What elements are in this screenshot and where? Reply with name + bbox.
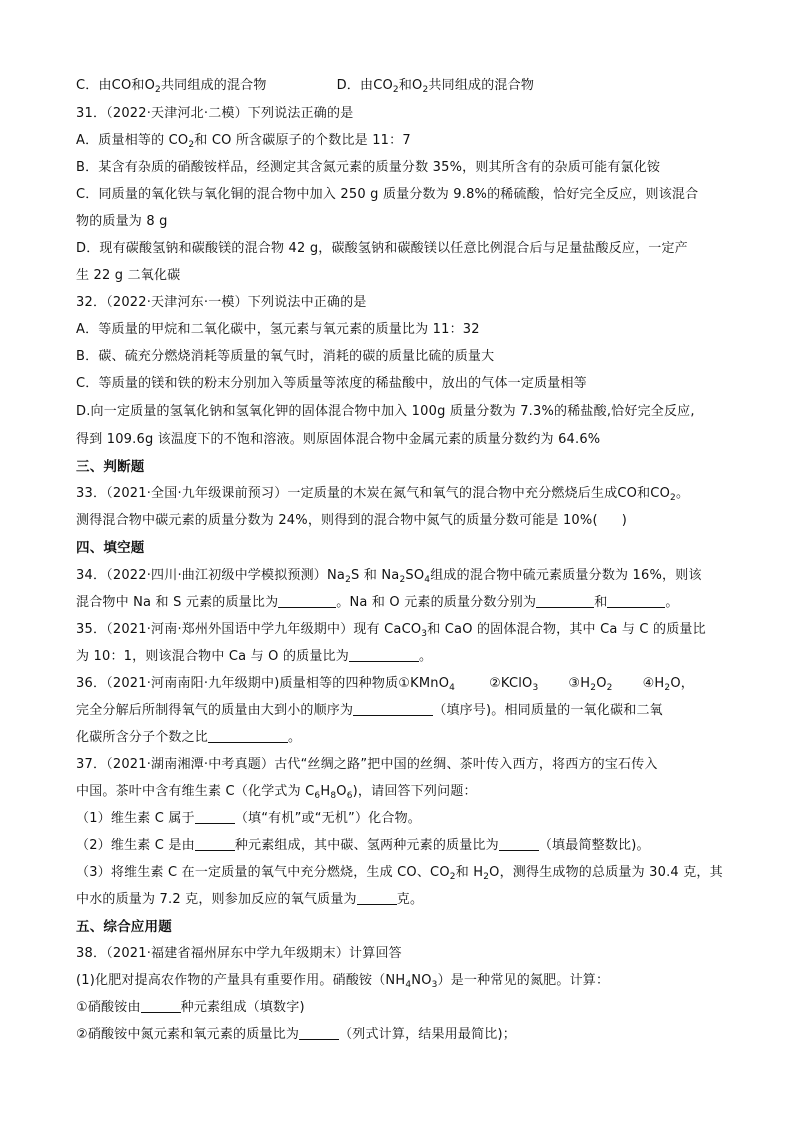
- question-37-part1: [76, 809, 736, 829]
- text: 测得混合物中碳元素的质量分数为 24%，则得到的混合物中氮气的质量分数可能是 10%(: [76, 513, 598, 528]
- text: 化碳所含分子个数之比: [76, 730, 209, 745]
- text: 。: [665, 595, 679, 610]
- text: （3）将维生素 C 在一定质量的氧气中充分燃烧，生成 CO、CO: [76, 865, 450, 880]
- question-35-line2: [76, 647, 736, 667]
- q31-option-c-line1: C．同质量的氧化铁与氧化铜的混合物中加入 250 g 质量分数为 9.8%的稀硫酸，恰好完全反应，则该混合: [76, 187, 699, 202]
- subscript: 2: [155, 85, 161, 95]
- subscript: 2: [449, 872, 456, 882]
- question-36-line1: [76, 674, 736, 694]
- text: 和 CaO 的固体混合物，其中 Ca 与 C 的质量比: [427, 622, 706, 637]
- text: 和 CO 所含碳原子的个数比是 11：7: [194, 133, 411, 148]
- answer-blank[interactable]: [195, 809, 235, 824]
- text: 种元素组成（填数字): [180, 1000, 305, 1015]
- question-33-line1: [76, 484, 736, 504]
- subscript: 2: [670, 493, 676, 503]
- subscript: 2: [606, 683, 613, 693]
- text: 共同组成的混合物: [428, 78, 535, 93]
- text: ）是一种常见的氮肥。计算：: [437, 973, 610, 988]
- text: )，请回答下列问题：: [352, 784, 477, 799]
- subscript: 4: [449, 683, 456, 693]
- q31-option-b: B．某含有杂质的硝酸铵样品，经测定其含氮元素的质量分数 35%，则其所含有的杂质可能有氯化铵: [76, 160, 661, 175]
- answer-blank[interactable]: [353, 701, 433, 716]
- text: 中国。茶叶中含有维生素 C（化学式为 C: [76, 784, 315, 799]
- subscript: 2: [392, 85, 399, 95]
- subscript: 8: [330, 791, 337, 801]
- question-33-line2: [76, 511, 736, 531]
- text: 。: [418, 649, 433, 664]
- text: （填“有机”或“无机”）化合物。: [234, 811, 421, 826]
- subscript: 6: [346, 791, 353, 801]
- text: 35．（2021·河南·郑州外国语中学九年级期中）现有 CaCO: [76, 622, 422, 637]
- text: 和 H: [455, 865, 484, 880]
- text: O: [336, 784, 347, 799]
- text: C．由CO和O: [76, 78, 156, 93]
- question-38-sub2: [76, 1025, 736, 1045]
- text: 和: [594, 595, 608, 610]
- subscript: 4: [424, 575, 431, 585]
- text: ②硝酸铵中氮元素和氧元素的质量比为: [76, 1027, 300, 1042]
- text: ): [621, 513, 628, 528]
- subscript: 3: [421, 629, 428, 639]
- answer-blank[interactable]: [299, 1025, 339, 1040]
- text: 。: [288, 730, 302, 745]
- subscript: 2: [664, 683, 671, 693]
- answer-blank[interactable]: [208, 728, 288, 743]
- text: 33．（2021·全国·九年级课前预习）一定质量的木炭在氮气和氧气的混合物中充分燃烧后生成CO和CO: [76, 486, 671, 501]
- subscript: 3: [532, 683, 539, 693]
- q32-option-d-line2: 得到 109.6g 该温度下的不饱和溶液。则原固体混合物中金属元素的质量分数约为 64.6%: [76, 432, 601, 447]
- answer-blank[interactable]: [357, 890, 397, 905]
- question-31-stem: 31．（2022·天津河北·二模）下列说法正确的是: [76, 106, 354, 121]
- answer-blank[interactable]: [607, 593, 665, 608]
- text: 完全分解后所制得氧气的质量由大到小的顺序为: [76, 703, 354, 718]
- section-judgement-heading: 三、判断题: [76, 459, 145, 475]
- answer-blank[interactable]: [499, 836, 539, 851]
- text: D．由CO: [336, 78, 393, 93]
- question-36-line3: [76, 728, 736, 748]
- subscript: 2: [483, 872, 490, 882]
- text: (1)化肥对提高农作物的产量具有重要作用。硝酸铵（NH: [76, 973, 406, 988]
- text: 组成的混合物中硫元素质量分数为 16%，则该: [430, 568, 702, 583]
- answer-blank[interactable]: [141, 998, 181, 1013]
- question-34-line2: [76, 593, 736, 613]
- q31-option-c-line2: 物的质量为 8 g: [76, 214, 168, 229]
- question-35-line1: [76, 620, 736, 640]
- text: H: [320, 784, 331, 799]
- subscript: 2: [345, 575, 352, 585]
- question-34-line1: [76, 566, 736, 586]
- q31-option-d-line1: D．现有碳酸氢钠和碳酸镁的混合物 42 g，碳酸氢钠和碳酸镁以任意比例混合后与足量盐酸反应，一定产: [76, 241, 688, 256]
- question-37-part2: [76, 836, 736, 856]
- text: （填最简整数比)。: [538, 838, 650, 853]
- section-fill-blank-heading: 四、填空题: [76, 540, 145, 556]
- answer-blank[interactable]: [349, 647, 419, 662]
- question-37-line1: 37．（2021·湖南湘潭·中考真题）古代“丝绸之路”把中国的丝绸、茶叶传入西方，将西方的宝石传入: [76, 757, 658, 772]
- text: 。: [675, 486, 690, 501]
- q32-option-b: B．碳、硫充分燃烧消耗等质量的氧气时，消耗的碳的质量比硫的质量大: [76, 349, 495, 364]
- text: 为 10：1，则该混合物中 Ca 与 O 的质量比为: [76, 649, 349, 664]
- text: （1）维生素 C 属于: [76, 811, 195, 826]
- text: （填序号)。相同质量的一氧化碳和二氧: [433, 703, 663, 718]
- question-38-part1: [76, 971, 736, 991]
- text: 。Na 和 O 元素的质量分数分别为: [336, 595, 537, 610]
- question-37-part3-line1: [76, 863, 736, 883]
- text: ④H: [642, 676, 665, 691]
- subscript: 2: [422, 85, 429, 95]
- q31-option-a: [76, 131, 736, 151]
- text: A．质量相等的 CO: [76, 133, 189, 148]
- text: 34．（2022·四川·曲江初级中学模拟预测）Na: [76, 568, 346, 583]
- answer-blank[interactable]: [278, 593, 336, 608]
- text: ③H: [568, 676, 591, 691]
- subscript: 2: [590, 683, 597, 693]
- text: （列式计算，结果用最简比)；: [339, 1027, 516, 1042]
- text: 种元素组成，其中碳、氢两种元素的质量比为: [234, 838, 499, 853]
- text: ②KClO: [489, 676, 533, 691]
- subscript: 2: [188, 140, 195, 150]
- answer-blank[interactable]: [536, 593, 594, 608]
- text: （2）维生素 C 是由: [76, 838, 195, 853]
- q32-option-d-line1: D.向一定质量的氢氧化钠和氢氧化钾的固体混合物中加入 100g 质量分数为 7.3%的稀盐酸,恰好完全反应,: [76, 404, 695, 419]
- text: 和O: [398, 78, 423, 93]
- q32-option-a: A．等质量的甲烷和二氧化碳中，氢元素与氧元素的质量比为 11：32: [76, 322, 480, 337]
- question-38-stem: 38．（2021·福建省福州屏东中学九年级期末）计算回答: [76, 946, 402, 961]
- subscript: 6: [314, 791, 321, 801]
- section-application-heading: 五、综合应用题: [76, 919, 172, 935]
- text: 混合物中 Na 和 S 元素的质量比为: [76, 595, 279, 610]
- text: 中水的质量为 7.2 克，则参加反应的氧气质量为: [76, 892, 357, 907]
- question-37-line2: [76, 782, 736, 802]
- subscript: 3: [431, 980, 438, 990]
- text: SO: [405, 568, 425, 583]
- text: 克。: [396, 892, 424, 907]
- text: 36．（2021·河南南阳·九年级期中)质量相等的四种物质①KMnO: [76, 676, 450, 691]
- question-36-line2: [76, 701, 736, 721]
- text: ①硝酸铵由: [76, 1000, 141, 1015]
- question-37-part3-line2: [76, 890, 736, 910]
- text: O，测得生成物的总质量为 30.4 克，其: [489, 865, 723, 880]
- text: 共同组成的混合物: [160, 78, 267, 93]
- q31-option-d-line2: 生 22 g 二氧化碳: [76, 268, 181, 283]
- question-32-stem: 32．（2022·天津河东·一模）下列说法中正确的是: [76, 295, 367, 310]
- question-38-sub1: [76, 998, 736, 1018]
- text: O: [596, 676, 607, 691]
- q32-option-c: C．等质量的镁和铁的粉末分别加入等质量等浓度的稀盐酸中，放出的气体一定质量相等: [76, 376, 587, 391]
- text: S 和 Na: [351, 568, 400, 583]
- subscript: 4: [405, 980, 412, 990]
- answer-blank[interactable]: [195, 836, 235, 851]
- text: O，: [670, 676, 694, 691]
- text: NO: [411, 973, 432, 988]
- option-c-d-line: [76, 76, 736, 96]
- subscript: 2: [399, 575, 406, 585]
